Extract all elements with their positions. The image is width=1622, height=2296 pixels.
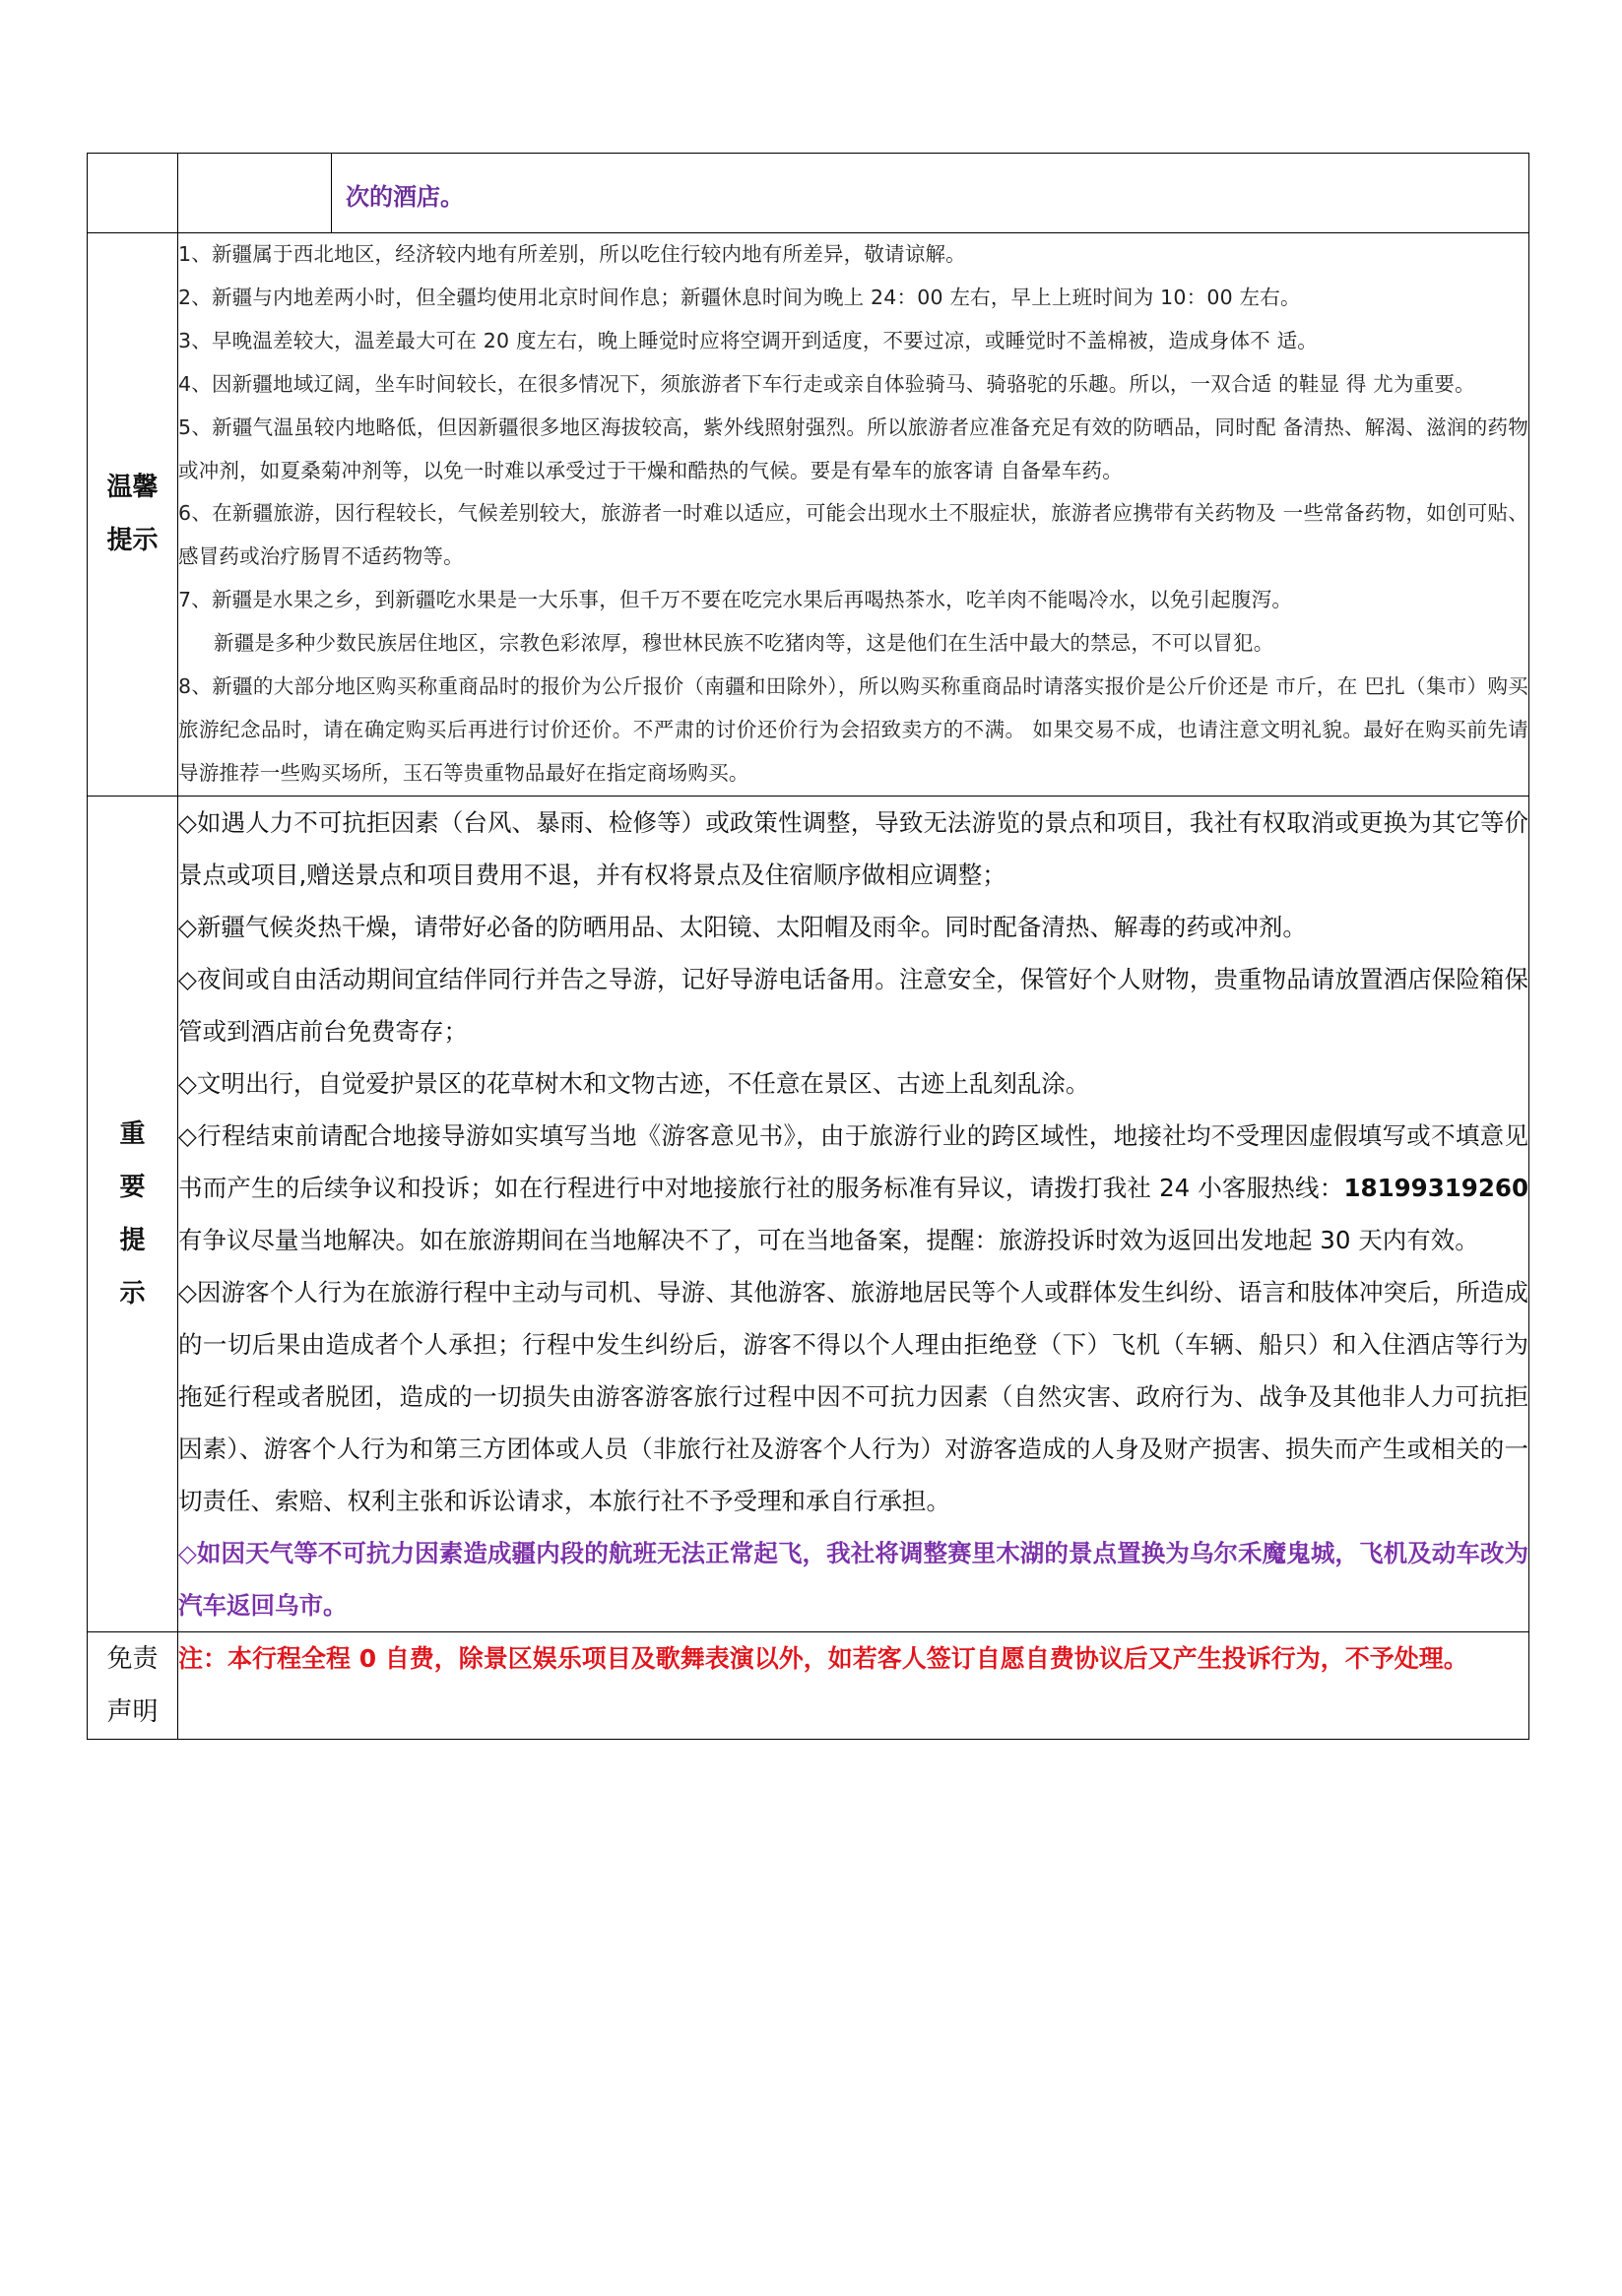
disclaimer-text: 注：本行程全程 0 自费，除景区娱乐项目及歌舞表演以外，如若客人签订自愿自费协议后又产生投诉行为，不予处理。 [178, 1643, 1468, 1673]
feedback-tip [178, 1110, 1528, 1266]
important-tips-row [88, 796, 1529, 1631]
disclaimer-label-cell [88, 1631, 178, 1739]
continuation-content-cell [332, 154, 1529, 233]
warm-tip-item: 新疆是多种少数民族居住地区，宗教色彩浓厚，穆世林民族不吃猪肉等，这是他们在生活中最大的禁忌，不可以冒犯。 [214, 631, 1274, 656]
warm-tip-item: 6、在新疆旅游，因行程较长，气候差别较大，旅游者一时难以适应，可能会出现水土不服症状，旅游者应携带有关药物及 一些常备药物，如创可贴、感冒药或治疗肠胃不适药物等。 [178, 501, 1528, 569]
warm-tips-content [178, 233, 1529, 797]
continuation-sub-cell [178, 154, 332, 233]
important-label-char: 示 [119, 1278, 146, 1308]
feedback-text-after: 有争议尽量当地解决。如在旅游期间在当地解决不了，可在当地备案，提醒：旅游投诉时效为返回出发地起 30 天内有效。 [178, 1225, 1479, 1254]
continuation-label-cell [88, 154, 178, 233]
warm-tip-item: 2、新疆与内地差两小时，但全疆均使用北京时间作息；新疆休息时间为晚上 24：00 左右，早上上班时间为 10：00 左右。 [178, 285, 1301, 309]
important-tip-item: ◇新疆气候炎热干燥，请带好必备的防晒用品、太阳镜、太阳帽及雨伞。同时配备清热、解毒的药或冲剂。 [178, 912, 1307, 941]
warm-tip-item: 3、早晚温差较大，温差最大可在 20 度左右，晚上睡觉时应将空调开到适度，不要过凉，或睡觉时不盖棉被，造成身体不 适。 [178, 328, 1318, 352]
important-tips-content [178, 796, 1529, 1631]
disclaimer-label-line2: 声明 [106, 1696, 159, 1727]
important-label-char: 提 [119, 1225, 146, 1255]
important-tip-item: ◇文明出行，自觉爱护景区的花草树木和文物古迹，不任意在景区、古迹上乱刻乱涂。 [178, 1068, 1090, 1098]
warm-tips-label-line2: 提示 [106, 526, 159, 556]
warm-tip-item: 4、因新疆地域辽阔，坐车时间较长，在很多情况下，须旅游者下车行走或亲自体验骑马、骑骆驼的乐趣。所以，一双合适 的鞋显 得 尤为重要。 [178, 371, 1475, 396]
important-tips-label-cell [88, 796, 178, 1631]
important-tip-item: ◇夜间或自由活动期间宜结伴同行并告之导游，记好导游电话备用。注意安全，保管好个人财物，贵重物品请放置酒店保险箱保管或到酒店前台免费寄存； [178, 964, 1528, 1046]
disclaimer-content [178, 1631, 1529, 1739]
important-label-char: 要 [119, 1172, 146, 1202]
warm-tip-item: 5、新疆气温虽较内地略低，但因新疆很多地区海拔较高，紫外线照射强烈。所以旅游者应准备充足有效的防晒品，同时配 备清热、解渴、滋润的药物或冲剂，如夏桑菊冲剂等，以免一时难以承受过于干燥和酷热的气候。要是有晕车的旅客请 自备晕车药。 [178, 415, 1528, 482]
continuation-row [88, 154, 1529, 233]
important-tip-item: ◇如遇人力不可抗拒因素（台风、暴雨、检修等）或政策性调整，导致无法游览的景点和项目，我社有权取消或更换为其它等价景点或项目,赠送景点和项目费用不退，并有权将景点及住宿顺序做相应调整； [178, 807, 1528, 889]
disclaimer-row [88, 1631, 1529, 1739]
liability-tip: ◇因游客个人行为在旅游行程中主动与司机、导游、其他游客、旅游地居民等个人或群体发生纠纷、语言和肢体冲突后，所造成的一切后果由造成者个人承担；行程中发生纠纷后，游客不得以个人理由拒绝登（下）飞机（车辆、船只）和入住酒店等行为拖延行程或者脱团，造成的一切损失由游客游客旅行过程中因不可抗力因素（自然灾害、政府行为、战争及其他非人力可抗拒因素）、游客个人行为和第三方团体或人员（非旅行社及游客个人行为）对游客造成的人身及财产损害、损失而产生或相关的一切责任、索赔、权利主张和诉讼请求，本旅行社不予受理和承自行承担。 [178, 1277, 1528, 1515]
warm-tips-row [88, 233, 1529, 797]
important-label-char: 重 [119, 1118, 146, 1149]
warm-tip-item: 1、新疆属于西北地区，经济较内地有所差别，所以吃住行较内地有所差异，敬请谅解。 [178, 242, 966, 266]
continuation-text: 次的酒店。 [346, 183, 464, 211]
weather-notice: ◇如因天气等不可抗力因素造成疆内段的航班无法正常起飞，我社将调整赛里木湖的景点置换为乌尔禾魔鬼城，飞机及动车改为汽车返回乌市。 [178, 1538, 1528, 1620]
itinerary-notes-table [87, 153, 1529, 1740]
feedback-text-before: ◇行程结束前请配合地接导游如实填写当地《游客意见书》，由于旅游行业的跨区域性，地接社均不受理因虚假填写或不填意见书而产生的后续争议和投诉；如在行程进行中对地接旅行社的服务标准有异议，请拨打我社 24 小客服热线： [178, 1120, 1528, 1202]
warm-tips-label-cell [88, 233, 178, 797]
warm-tips-label-line1: 温馨 [106, 473, 159, 503]
warm-tip-item: 7、新疆是水果之乡，到新疆吃水果是一大乐事，但千万不要在吃完水果后再喝热茶水，吃羊肉不能喝冷水，以免引起腹泻。 [178, 588, 1293, 612]
disclaimer-label-line1: 免责 [106, 1643, 159, 1674]
warm-tip-item: 8、新疆的大部分地区购买称重商品时的报价为公斤报价（南疆和田除外），所以购买称重商品时请落实报价是公斤价还是 市斤，在 巴扎（集市）购买旅游纪念品时，请在确定购买后再进行讨价还价。不严肃的讨价还价行为会招致卖方的不满。 如果交易不成，也请注意文明礼貌。最好在购买前先请导游推荐一些购买场所，玉石等贵重物品最好在指定商场购买。 [178, 674, 1528, 785]
hotline-number: 18199319260 [1343, 1173, 1528, 1202]
